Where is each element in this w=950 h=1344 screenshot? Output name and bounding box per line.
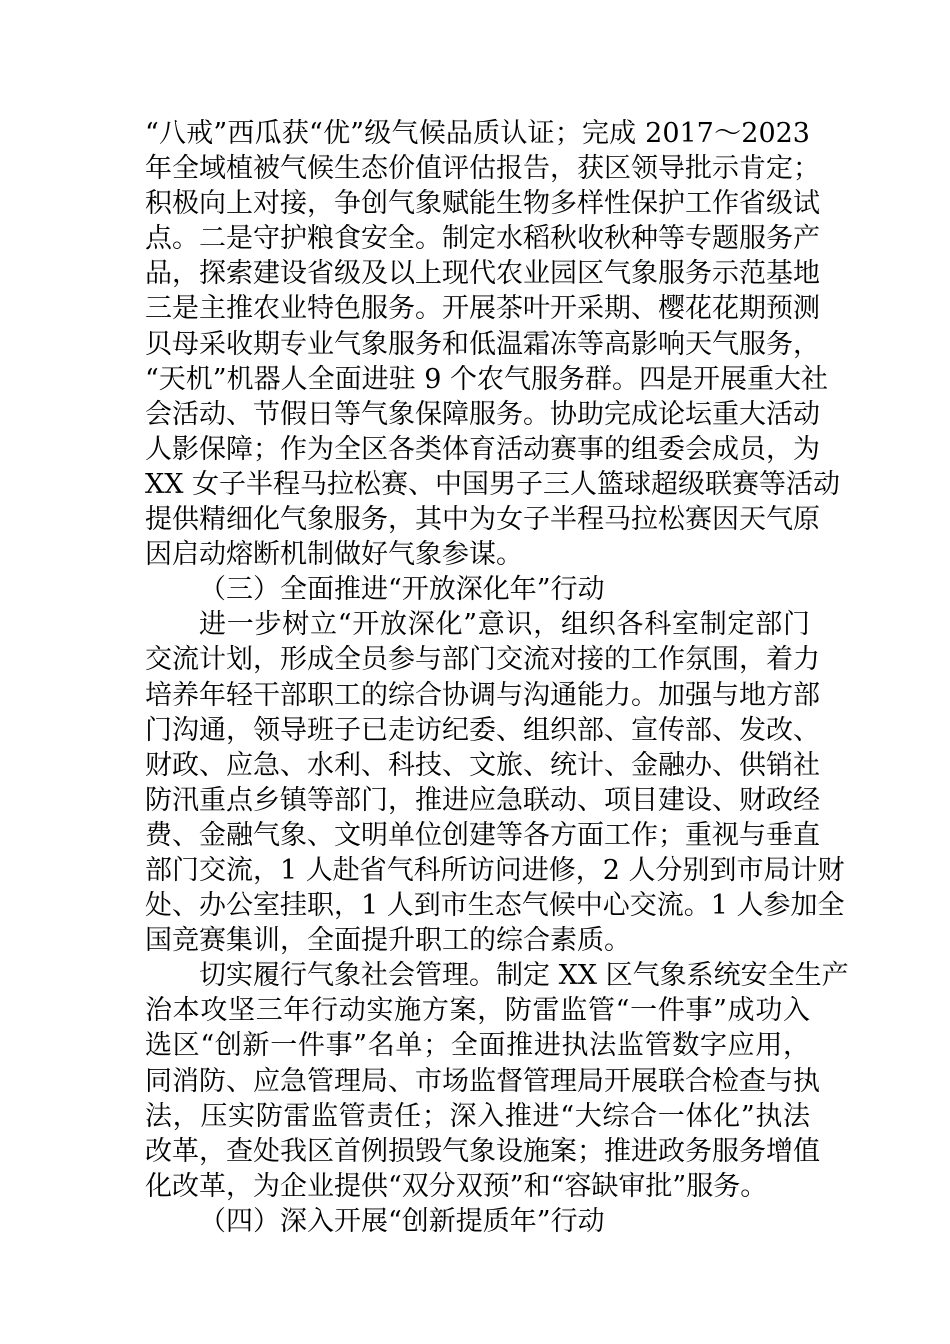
text-line: “八戒”西瓜获“优”级气候品质认证；完成 2017～2023: [145, 118, 810, 149]
paragraph-first-line: 切实履行气象社会管理。制定 XX 区气象系统安全生产: [199, 960, 849, 992]
text-line: 防汛重点乡镇等部门，推进应急联动、项目建设、财政经: [145, 784, 820, 816]
text-line: 提供精细化气象服务，其中为女子半程马拉松赛因天气原: [145, 504, 820, 536]
text-line: “天机”机器人全面进驻 9 个农气服务群。四是开展重大社: [145, 363, 828, 395]
text-line: 选区“创新一件事”名单；全面推进执法监管数字应用，: [145, 1030, 810, 1062]
text-line: 积极向上对接，争创气象赋能生物多样性保护工作省级试: [145, 188, 820, 220]
text-line: 国竞赛集训，全面提升职工的综合素质。: [145, 925, 631, 957]
text-line: 治本攻坚三年行动实施方案，防雷监管“一件事”成功入: [145, 995, 810, 1027]
text-line: 人影保障；作为全区各类体育活动赛事的组委会成员，为: [145, 433, 820, 465]
text-line: 会活动、节假日等气象保障服务。协助完成论坛重大活动: [145, 398, 820, 430]
text-line: 费、金融气象、文明单位创建等各方面工作；重视与垂直: [145, 819, 820, 851]
section-heading: （三）全面推进“开放深化年”行动: [199, 574, 605, 606]
text-line: 三是主推农业特色服务。开展茶叶开采期、樱花花期预测: [145, 293, 820, 325]
text-line: 门沟通，领导班子已走访纪委、组织部、宣传部、发改、: [145, 714, 820, 746]
text-line: 部门交流，1 人赴省气科所访问进修，2 人分别到市局计财: [145, 854, 845, 886]
text-line: 同消防、应急管理局、市场监督管理局开展联合检查与执: [145, 1065, 820, 1097]
text-line: 财政、应急、水利、科技、文旅、统计、金融办、供销社: [145, 749, 820, 781]
text-line: 法，压实防雷监管责任；深入推进“大综合一体化”执法: [145, 1100, 810, 1132]
text-line: 点。二是守护粮食安全。制定水稻秋收秋种等专题服务产: [145, 223, 820, 255]
paragraph-first-line: 进一步树立“开放深化”意识，组织各科室制定部门: [199, 609, 810, 641]
text-line: XX 女子半程马拉松赛、中国男子三人篮球超级联赛等活动: [145, 468, 841, 500]
text-line: 品，探索建设省级及以上现代农业园区气象服务示范基地: [145, 258, 820, 290]
text-line: 培养年轻干部职工的综合协调与沟通能力。加强与地方部: [145, 679, 820, 711]
text-line: 贝母采收期专业气象服务和低温霜冻等高影响天气服务，: [145, 328, 820, 360]
text-line: 改革，查处我区首例损毁气象设施案；推进政务服务增值: [145, 1135, 820, 1167]
text-line: 化改革，为企业提供“双分双预”和“容缺审批”服务。: [145, 1170, 768, 1202]
section-heading: （四）深入开展“创新提质年”行动: [199, 1205, 605, 1237]
text-line: 交流计划，形成全员参与部门交流对接的工作氛围，着力: [145, 644, 820, 676]
document-body: [145, 116, 849, 1239]
text-line: 年全域植被气候生态价值评估报告，获区领导批示肯定；: [145, 153, 820, 185]
text-line: 因启动熔断机制做好气象参谋。: [145, 539, 523, 571]
text-line: 处、办公室挂职，1 人到市生态气候中心交流。1 人参加全: [145, 890, 845, 922]
